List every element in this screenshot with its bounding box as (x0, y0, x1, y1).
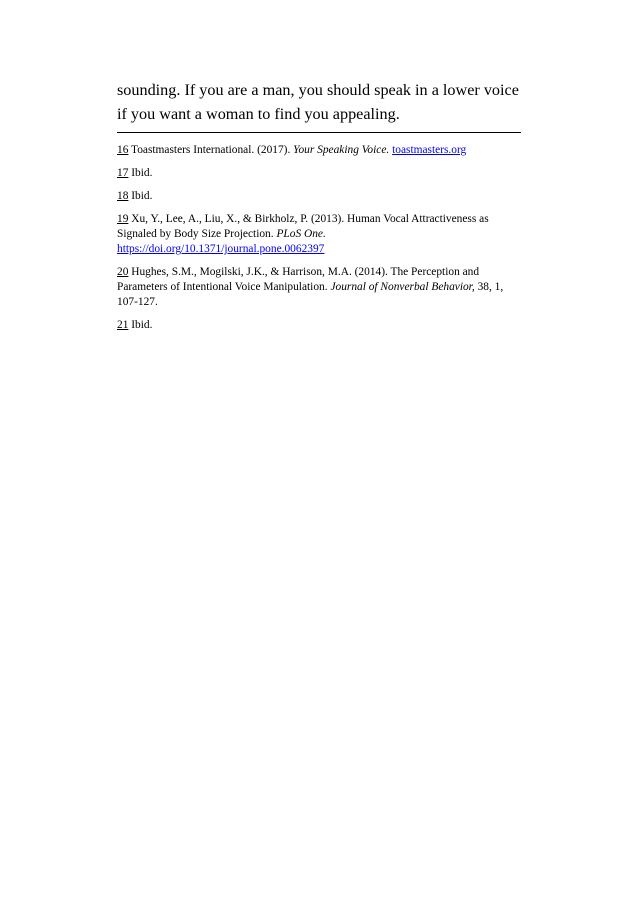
footnote-number[interactable]: 21 (117, 319, 129, 331)
footnote-text: Xu, Y., Lee, A., Liu, X., & Birkholz, P. (2013). Human Vocal Attractiveness as Signaled by Body Size Projection. (117, 213, 489, 240)
footnotes-list (117, 143, 521, 341)
footnote-text: Ibid. (131, 167, 153, 179)
body-line: if you want a woman to find you appealing. (117, 105, 400, 123)
footnote-18 (117, 189, 521, 204)
footnote-21 (117, 318, 521, 333)
footnote-text: Toastmasters International. (2017). (131, 144, 291, 156)
body-line: sounding. If you are a man, you should speak in a lower voice (117, 81, 519, 99)
footnote-17 (117, 166, 521, 181)
footnote-16 (117, 143, 521, 158)
footnote-title: PLoS One. (276, 228, 326, 240)
footnote-number[interactable]: 17 (117, 167, 129, 179)
footnote-text: Ibid. (131, 190, 153, 202)
footnote-title: Your Speaking Voice. (293, 144, 390, 156)
footnote-number[interactable]: 18 (117, 190, 129, 202)
footnote-link[interactable]: https://doi.org/10.1371/journal.pone.0062397 (117, 243, 325, 255)
footnote-link[interactable]: toastmasters.org (392, 144, 467, 156)
footnote-title: Journal of Nonverbal Behavior, (330, 281, 475, 293)
footnote-19 (117, 212, 521, 257)
footnote-text: Ibid. (131, 319, 153, 331)
body-paragraph (117, 78, 527, 126)
footnote-number[interactable]: 20 (117, 266, 129, 278)
footnote-citation: 38, 1, 107-127. (117, 281, 504, 308)
footnote-number[interactable]: 16 (117, 144, 129, 156)
footnote-20 (117, 265, 521, 310)
footnote-text: Hughes, S.M., Mogilski, J.K., & Harrison, M.A. (2014). The Perception and Parameters of Intentional Voice Manipulation. (117, 266, 480, 293)
footnote-separator (117, 132, 521, 133)
footnote-number[interactable]: 19 (117, 213, 129, 225)
